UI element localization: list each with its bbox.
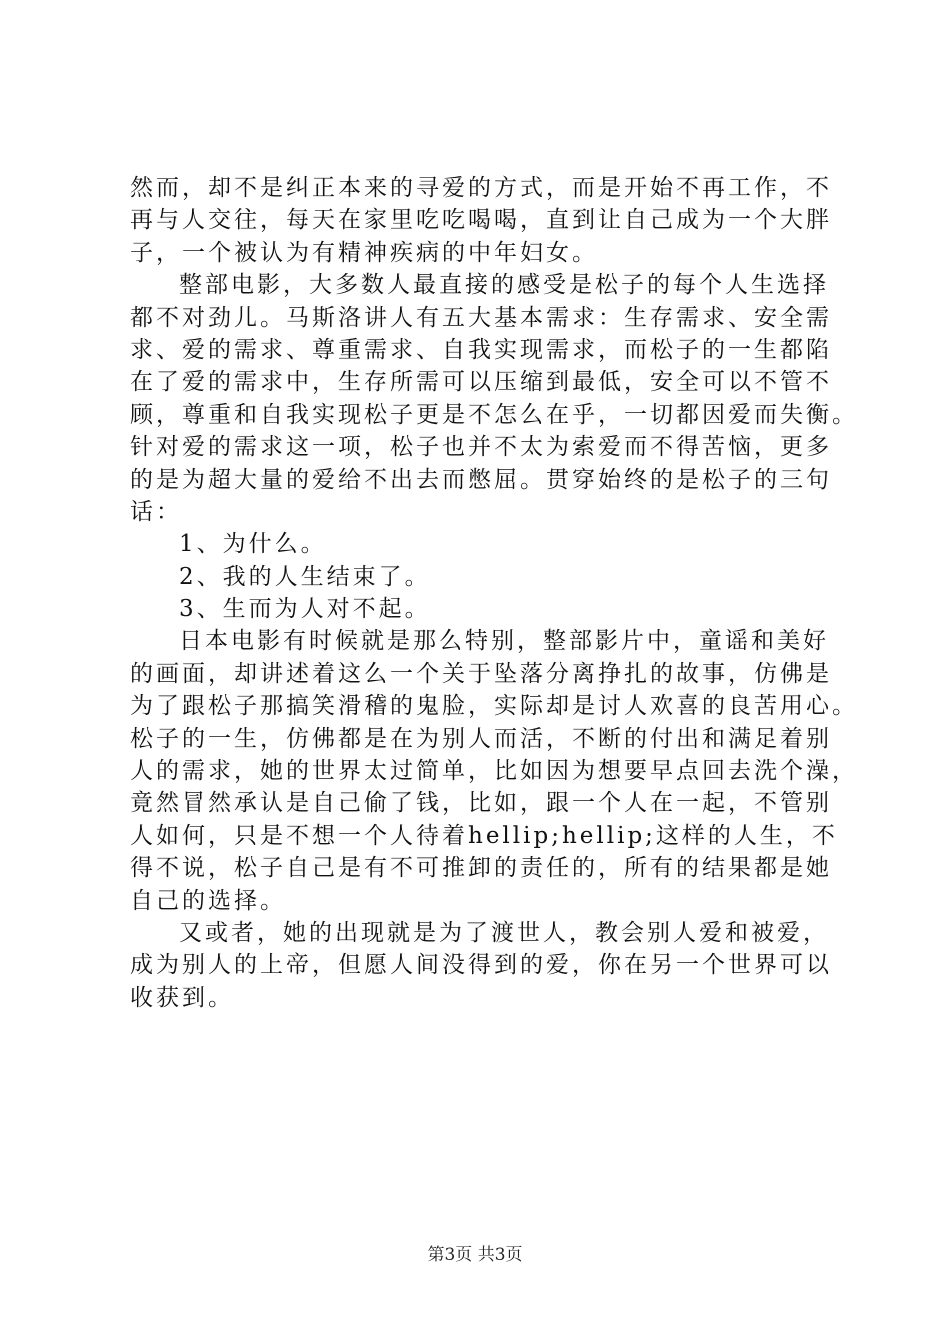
text-line: 自己的选择。 <box>130 887 286 914</box>
document-body <box>130 172 860 1014</box>
text-line: 人如何，只是不想一个人待着hellip;hellip;这样的人生，不 <box>130 822 838 849</box>
text-line: 又或者，她的出现就是为了渡世人，教会别人爱和被爱， <box>179 919 829 946</box>
text-line: 3、生而为人对不起。 <box>179 596 431 623</box>
text-line: 1、为什么。 <box>179 531 327 558</box>
text-line: 的画面，却讲述着这么一个关于坠落分离挣扎的故事，仿佛是 <box>130 660 832 687</box>
text-line: 收获到。 <box>130 984 234 1011</box>
text-line: 在了爱的需求中，生存所需可以压缩到最低，安全可以不管不 <box>130 369 832 396</box>
text-line: 顾，尊重和自我实现松子更是不怎么在乎，一切都因爱而失衡。 <box>130 401 858 428</box>
text-line: 整部电影，大多数人最直接的感受是松子的每个人生选择 <box>179 272 829 299</box>
page-footer: 第3页 共3页 <box>427 1245 523 1265</box>
text-line: 2、我的人生结束了。 <box>179 563 431 590</box>
text-line: 然而，却不是纠正本来的寻爱的方式，而是开始不再工作，不 <box>130 175 832 201</box>
text-line: 的是为超大量的爱给不出去而憋屈。贯穿始终的是松子的三句 <box>130 466 832 493</box>
text-line: 话： <box>130 498 182 525</box>
text-line: 成为别人的上帝，但愿人间没得到的爱，你在另一个世界可以 <box>130 952 832 979</box>
text-line: 子，一个被认为有精神疾病的中年妇女。 <box>130 239 598 266</box>
text-line: 得不说，松子自己是有不可推卸的责任的，所有的结果都是她 <box>130 855 832 882</box>
text-line: 求、爱的需求、尊重需求、自我实现需求，而松子的一生都陷 <box>130 336 832 363</box>
text-line: 针对爱的需求这一项，松子也并不太为索爱而不得苦恼，更多 <box>130 434 832 461</box>
text-line: 都不对劲儿。马斯洛讲人有五大基本需求：生存需求、安全需 <box>130 304 832 331</box>
text-line: 人的需求，她的世界太过简单，比如因为想要早点回去洗个澡， <box>130 758 858 785</box>
text-line: 日本电影有时候就是那么特别，整部影片中，童谣和美好 <box>179 628 829 655</box>
text-line: 再与人交往，每天在家里吃吃喝喝，直到让自己成为一个大胖 <box>130 207 832 234</box>
text-line: 为了跟松子那搞笑滑稽的鬼脸，实际却是讨人欢喜的良苦用心。 <box>130 693 858 720</box>
text-line: 松子的一生，仿佛都是在为别人而活，不断的付出和满足着别 <box>130 725 832 752</box>
text-line: 竟然冒然承认是自己偷了钱，比如，跟一个人在一起，不管别 <box>130 790 832 817</box>
